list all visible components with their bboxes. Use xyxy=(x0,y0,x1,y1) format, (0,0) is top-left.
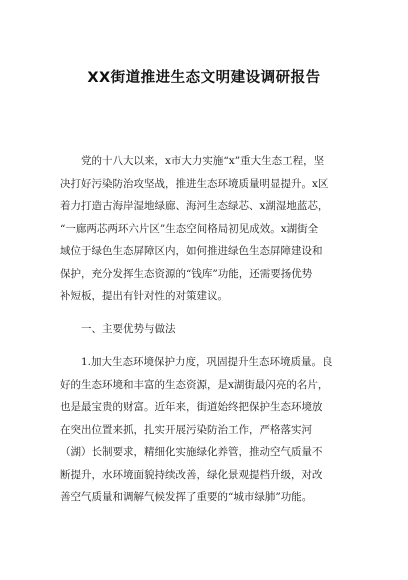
paragraph-line: 断提升，水环境面貌持续改善，绿化景观提档升级，对改 xyxy=(60,468,323,481)
paragraph-line: 在突出位置来抓，扎实开展污染防治工作，严格落实河 xyxy=(60,423,312,436)
paragraph-line: 决打好污染防治攻坚战，推进生态环境质量明显提升。x区 xyxy=(60,177,329,190)
paragraph-line: 着力打造古海岸湿地绿廊、海河生态绿芯、x湖湿地蓝芯， xyxy=(60,200,329,212)
document-title: XX街道推进生态文明建设调研报告 xyxy=(87,70,321,86)
paragraph-line: 保护，充分发挥生态资源的“钱库”功能，还需要扬优势 xyxy=(60,267,313,280)
point-1-paragraph xyxy=(60,351,354,509)
paragraph-line: 好的生态环境和丰富的生态资源，是x湖街最闪亮的名片， xyxy=(60,378,329,391)
paragraph-line: 善空气质量和调解气候发挥了重要的“城市绿肺”功能。 xyxy=(60,491,313,503)
paragraph-line: “一廊两芯两环六片区”生态空间格局初见成效。x湖街全 xyxy=(60,222,319,235)
intro-paragraph xyxy=(60,150,354,308)
section-heading-text: 一、主要优势与做法 xyxy=(81,323,176,335)
paragraph-line: 域位于绿色生态屏障区内，如何推进绿色生态屏障建设和 xyxy=(60,245,323,257)
paragraph-line: （湖）长制要求，精细化实施绿化养管，推动空气质量不 xyxy=(60,446,323,458)
paragraph-line: 1.加大生态环境保护力度，巩固提升生态环境质量。良 xyxy=(81,356,333,368)
paragraph-line: 也是最宝贵的财富。近年来，街道始终把保护生态环境放 xyxy=(60,401,323,413)
paragraph-line: 补短板，提出有针对性的对策建议。 xyxy=(60,290,228,302)
section-heading xyxy=(60,318,354,341)
paragraph-line: 党的十八大以来，x市大力实施“x”重大生态工程，坚 xyxy=(81,155,325,167)
